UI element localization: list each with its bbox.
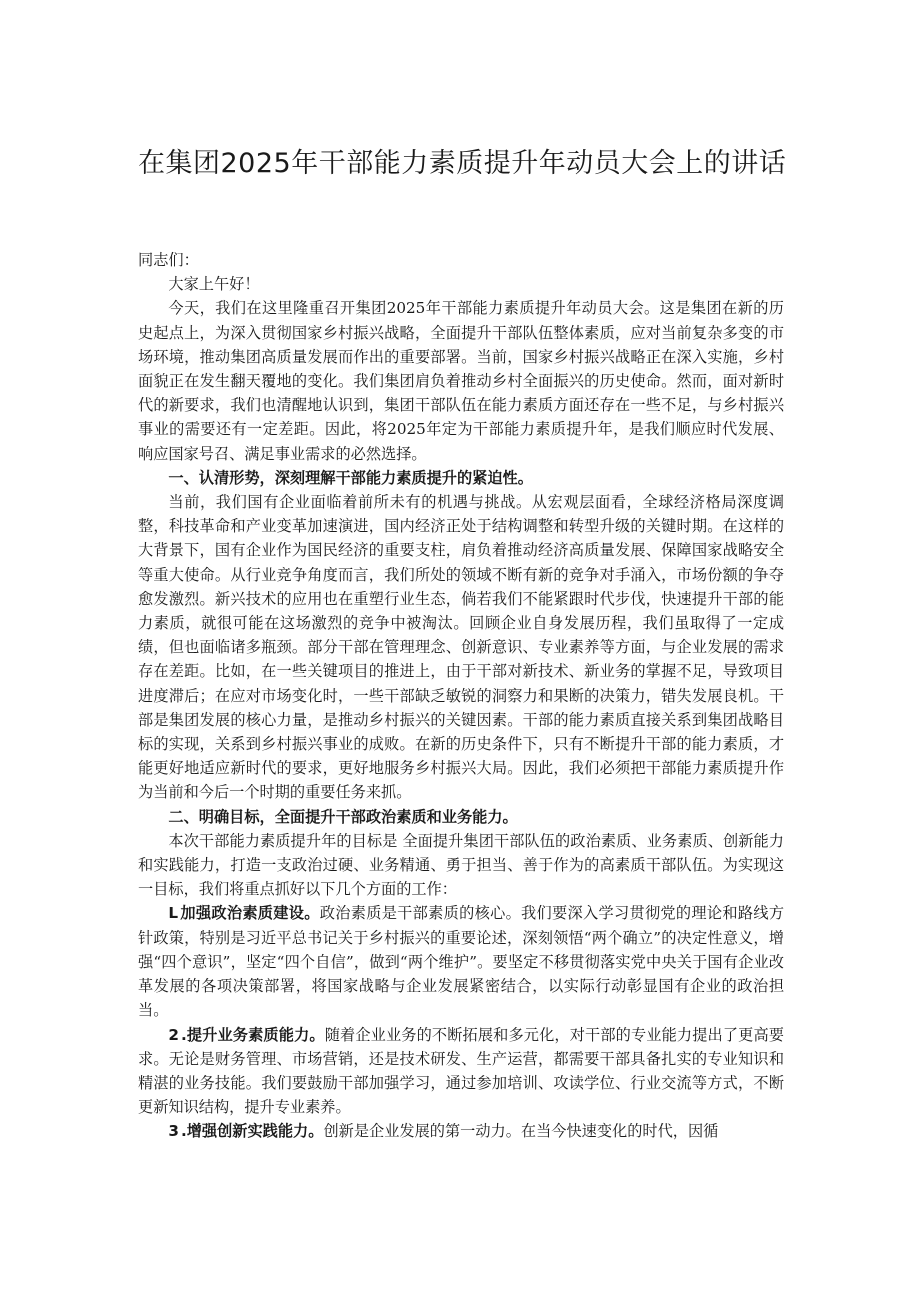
list-item-2 — [138, 1023, 784, 1120]
item-2-body: 随着企业业务的不断拓展和多元化，对干部的专业能力提出了更高要求。无论是财务管理、市场营销，还是技术研发、生产运营，都需要干部具备扎实的专业知识和精湛的业务技能。我们要鼓励干部加强学习，通过参加培训、攻读学位、行业交流等方式，不断更新知识结构，提升专业素养。 — [138, 1025, 784, 1117]
list-item-3 — [138, 1119, 784, 1143]
list-item-1 — [138, 901, 784, 1022]
section-1-heading: 一、认清形势，深刻理解干部能力素质提升的紧迫性。 — [168, 468, 533, 487]
item-3-number: 3 — [168, 1122, 179, 1141]
item-2-number: 2 — [168, 1025, 179, 1044]
section-2-paragraph: 本次干部能力素质提升年的目标是 全面提升集团干部队伍的政治素质、业务素质、创新能力和实践能力，打造一支政治过硬、业务精通、勇于担当、善于作为的高素质干部队伍。为实现这一目标，我们将重点抓好以下几个方面的工作： — [138, 831, 784, 899]
document-body — [138, 248, 784, 1144]
section-2-heading: 二、明确目标，全面提升干部政治素质和业务能力。 — [168, 807, 518, 826]
item-3-body: 创新是企业发展的第一动力。在当今快速变化的时代，因循 — [323, 1122, 719, 1141]
item-1-lead: 加强政治素质建设。 — [180, 904, 320, 923]
section-1-paragraph: 当前，我们国有企业面临着前所未有的机遇与挑战。从宏观层面看，全球经济格局深度调整，科技革命和产业变革加速演进，国内经济正处于结构调整和转型升级的关键时期。在这样的大背景下，国有企业作为国民经济的重要支柱，肩负着推动经济高质量发展、保障国家战略安全等重大使命。从行业竞争角度而言，我们所处的领域不断有新的竞争对手涌入，市场份额的争夺愈发激烈。新兴技术的应用也在重塑行业生态，倘若我们不能紧跟时代步伐，快速提升干部的能力素质，就很可能在这场激烈的竞争中被淘汰。回顾企业自身发展历程，我们虽取得了一定成绩，但也面临诸多瓶颈。部分干部在管理理念、创新意识、专业素养等方面，与企业发展的需求存在差距。比如，在一些关键项目的推进上，由于干部对新技术、新业务的掌握不足，导致项目进度滞后；在应对市场变化时，一些干部缺乏敏锐的洞察力和果断的决策力，错失发展良机。干部是集团发展的核心力量，是推动乡村振兴的关键因素。干部的能力素质直接关系到集团战略目标的实现，关系到乡村振兴事业的成败。在新的历史条件下，只有不断提升干部的能力素质，才能更好地适应新时代的要求，更好地服务乡村振兴大局。因此，我们必须把干部能力素质提升作为当前和今后一个时期的重要任务来抓。 — [138, 493, 784, 802]
item-1-number: L — [168, 904, 179, 923]
item-2-lead: .提升业务素质能力。 — [180, 1025, 325, 1044]
salutation: 同志们： — [138, 251, 199, 269]
page-title: 在集团2025年干部能力素质提升年动员大会上的讲话 — [138, 148, 787, 179]
greeting: 大家上午好！ — [168, 275, 260, 294]
item-1-body: 政治素质是干部素质的核心。我们要深入学习贯彻党的理论和路线方针政策，特别是习近平总书记关于乡村振兴的重要论述，深刻领悟“两个确立”的决定性意义，增强“四个意识”，坚定“四个自信”，做到“两个维护”。要坚定不移贯彻落实党中央关于国有企业改革发展的各项决策部署，将国家战略与企业发展紧密结合，以实际行动彰显国有企业的政治担当。 — [138, 904, 785, 1020]
intro-paragraph: 今天，我们在这里隆重召开集团2025年干部能力素质提升年动员大会。这是集团在新的历史起点上，为深入贯彻国家乡村振兴战略，全面提升干部队伍整体素质，应对当前复杂多变的市场环境，推动集团高质量发展而作出的重要部署。当前，国家乡村振兴战略正在深入实施，乡村面貌正在发生翻天覆地的变化。我们集团肩负着推动乡村全面振兴的历史使命。然而，面对新时代的新要求，我们也清醒地认识到，集团干部队伍在能力素质方面还存在一些不足，与乡村振兴事业的需要还有一定差距。因此，将2025年定为干部能力素质提升年，是我们顺应时代发展、响应国家号召、满足事业需求的必然选择。 — [138, 299, 784, 463]
item-3-lead: .增强创新实践能力。 — [180, 1122, 324, 1141]
